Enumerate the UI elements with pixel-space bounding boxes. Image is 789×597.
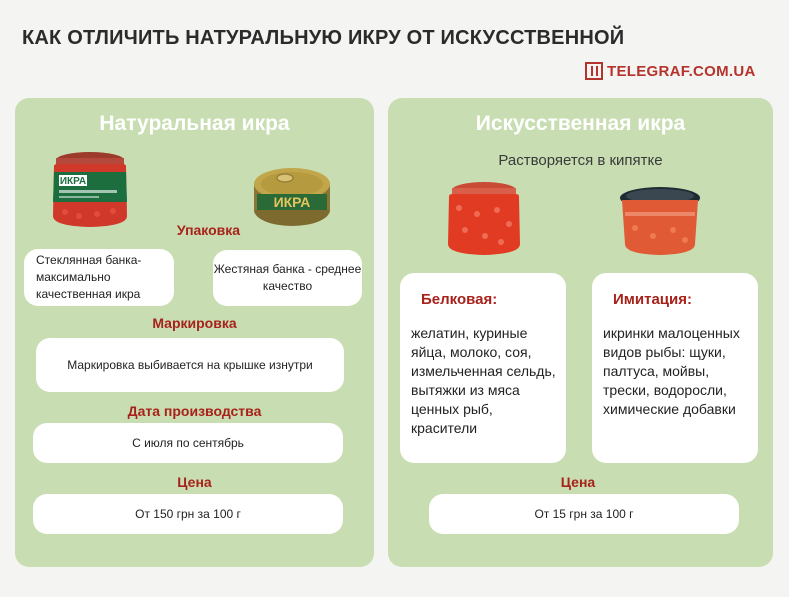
tin-can-image xyxy=(251,162,333,230)
protein-title: Белковая: xyxy=(421,291,498,308)
artificial-jar-image xyxy=(443,180,525,256)
artificial-heading: Искусственная икра xyxy=(475,112,686,135)
telegraf-logo-icon xyxy=(585,62,603,80)
can-label-text: ИКРА xyxy=(273,194,311,210)
tin-can-card: Жестяная банка - среднее качество xyxy=(213,250,362,306)
imitation-caviar-card xyxy=(592,273,758,463)
artificial-caviar-panel xyxy=(388,98,773,567)
natural-price-card: От 150 грн за 100 г xyxy=(33,494,343,534)
production-date-label: Дата производства xyxy=(127,403,262,419)
glass-jar-card: Стеклянная банка-максимально качественная икра xyxy=(24,249,174,306)
marking-card: Маркировка выбивается на крышке изнутри xyxy=(36,338,344,392)
natural-price-label: Цена xyxy=(177,474,212,490)
protein-description: желатин, куриные яйца, молоко, соя, измельченная сельдь, вытяжки из мяса ценных рыб, красители xyxy=(411,325,556,437)
packaging-label: Упаковка xyxy=(176,222,241,238)
artificial-price-card: От 15 грн за 100 г xyxy=(429,494,739,534)
jar-label-text: ИКРА xyxy=(59,176,87,187)
page-title: КАК ОТЛИЧИТЬ НАТУРАЛЬНУЮ ИКРУ ОТ ИСКУССТВЕННОЙ xyxy=(22,27,625,49)
production-date-card: С июля по сентябрь xyxy=(33,423,343,463)
natural-heading: Натуральная икра xyxy=(99,112,290,135)
natural-caviar-panel xyxy=(15,98,374,567)
logo-text: TELEGRAF.COM.UA xyxy=(607,62,756,80)
artificial-subtitle: Растворяется в кипятке xyxy=(498,152,663,169)
telegraf-logo[interactable] xyxy=(585,62,756,80)
glass-jar-image xyxy=(49,150,131,230)
imitation-title: Имитация: xyxy=(613,291,692,308)
marking-label: Маркировка xyxy=(152,315,237,331)
artificial-price-label: Цена xyxy=(560,474,596,490)
plastic-tub-image xyxy=(617,184,703,256)
imitation-description: икринки малоценных видов рыбы: щуки, палтуса, мойвы, трески, водоросли, химические добавки xyxy=(603,325,740,418)
protein-caviar-card xyxy=(400,273,566,463)
